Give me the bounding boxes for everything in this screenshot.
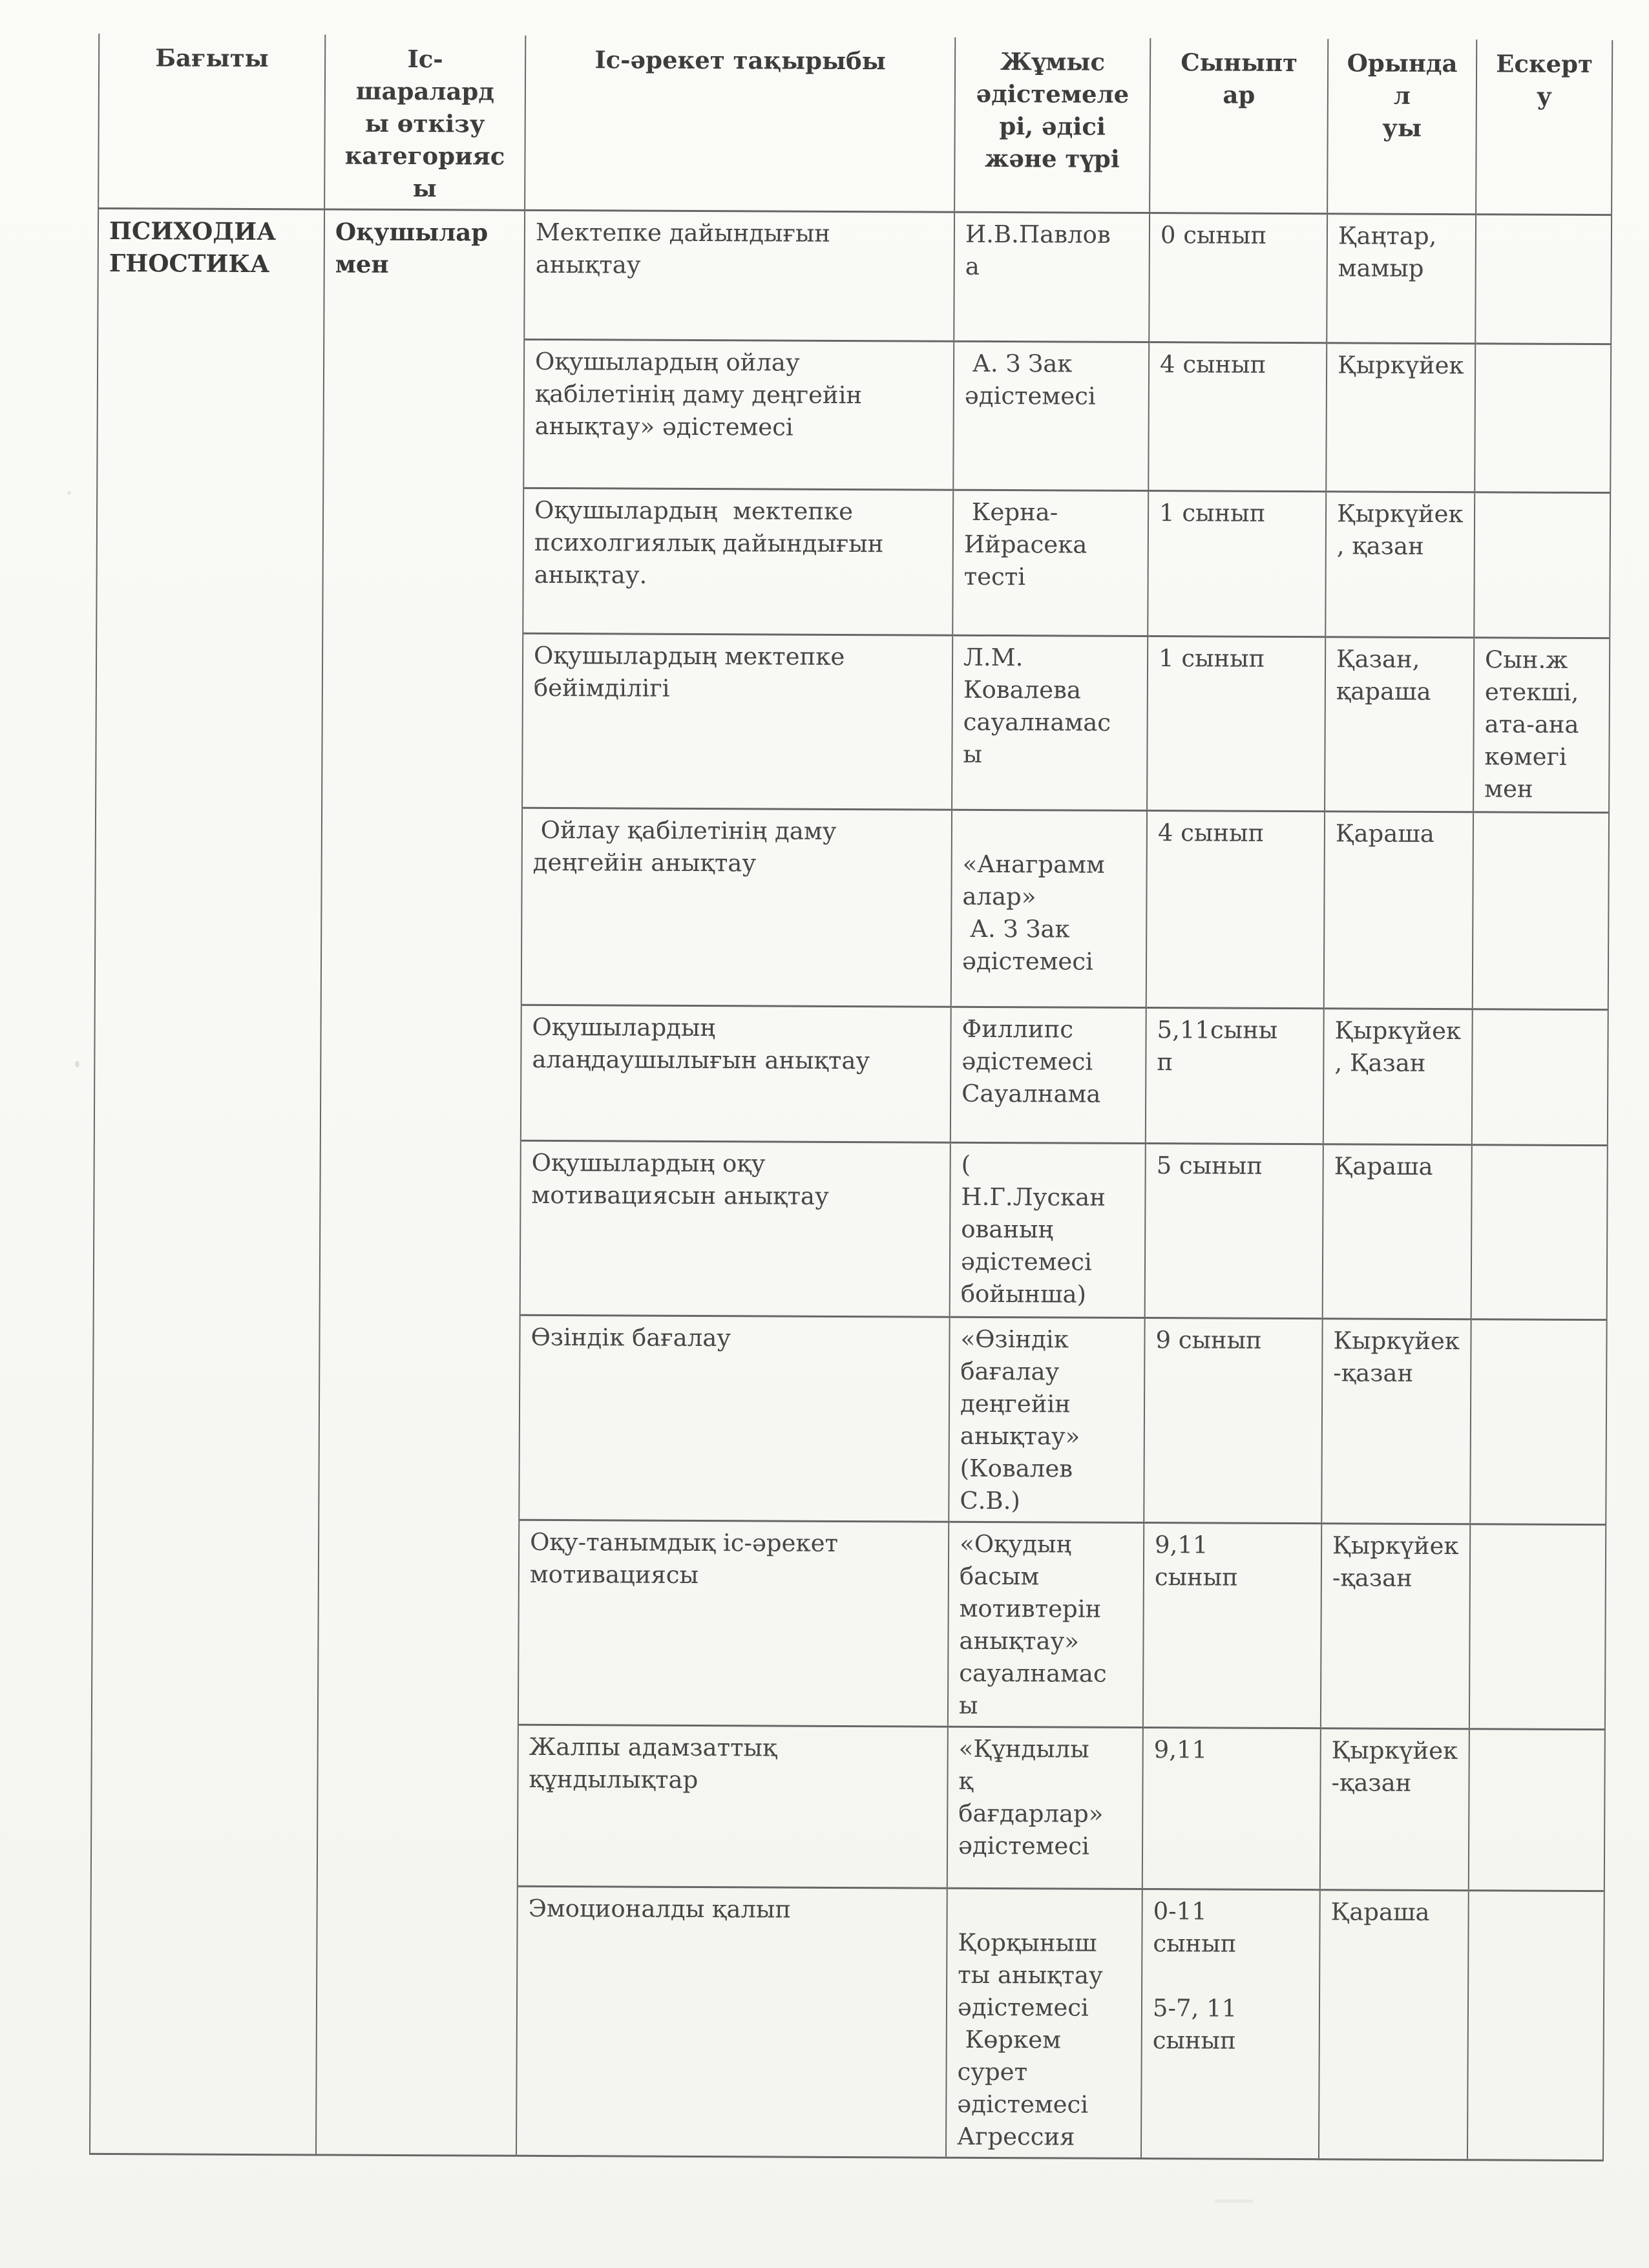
cell-direction: ПСИХОДИА ГНОСТИКА [90, 208, 324, 2154]
cell-execution: Қыркүйек , Қазан [1323, 1008, 1473, 1144]
cell-classes: 1 сынып [1147, 636, 1325, 811]
cell-execution: Қыркүйек -қазан [1320, 1728, 1469, 1890]
cell-note [1474, 492, 1610, 638]
cell-note [1472, 1009, 1608, 1145]
cell-topic: Мектепке дайындығын анықтау [524, 210, 954, 341]
cell-topic: Ойлау қабілетінің даму деңгейін анықтау [521, 808, 952, 1007]
cell-method: Л.М. Ковалева сауалнамас ы [952, 635, 1148, 810]
cell-note [1469, 1524, 1606, 1729]
cell-method: «Өзіндік бағалау деңгейін анықтау» (Ковалев С.В.) [949, 1317, 1144, 1522]
cell-classes: 5 сынып [1145, 1143, 1323, 1318]
col-header-category: Іс- шаралард ы өткізу категорияс ы [324, 34, 525, 209]
cell-method: А. З Зак әдістемесі [953, 341, 1149, 490]
col-header-note: Ескерт у [1476, 39, 1612, 215]
cell-execution: Қыркүйек -қазан [1321, 1523, 1470, 1728]
cell-category: Оқушылар мен [316, 209, 525, 2155]
scan-speck [75, 1061, 79, 1067]
col-header-execution: Орындал уы [1327, 39, 1476, 214]
cell-method: «Оқудың басым мотивтерін анықтау» сауалнамас ы [948, 1522, 1144, 1727]
cell-topic: Жалпы адамзаттық құндылықтар [518, 1725, 948, 1888]
cell-classes: 9,11 сынып [1143, 1522, 1321, 1728]
cell-execution: Қараша [1319, 1889, 1469, 2159]
cell-note [1475, 214, 1612, 344]
psychodiagnostics-plan-table [89, 34, 1613, 2161]
cell-topic: Эмоционалды қалып [516, 1886, 947, 2158]
cell-classes: 9,11 [1142, 1727, 1321, 1889]
cell-note [1471, 1144, 1608, 1319]
cell-method: Қорқыныш ты анықтау әдістемесі Көркем сурет әдістемесі Агрессия [946, 1888, 1142, 2158]
plan-table-wrapper [89, 34, 1613, 2161]
col-header-direction: Бағыты [98, 34, 325, 209]
cell-method: «Анаграмм алар» А. З Зак әдістемесі [951, 810, 1147, 1007]
cell-topic: Оқу-танымдық іс-әрекет мотивациясы [518, 1520, 949, 1727]
cell-execution: Кыркүйек -қазан [1321, 1318, 1471, 1524]
cell-note [1473, 812, 1609, 1009]
cell-method: И.В.Павлов а [954, 212, 1150, 342]
col-header-classes: Сыныпт ар [1150, 38, 1328, 213]
cell-execution: Қазан, қараша [1325, 636, 1474, 812]
scan-speck [67, 491, 71, 495]
cell-topic: Өзіндік бағалау [519, 1315, 949, 1522]
cell-classes: 0-11 сынып 5-7, 11 сынып [1141, 1889, 1320, 2159]
cell-note [1470, 1319, 1606, 1524]
col-header-method: Жұмыс әдістемеле рі, әдісі және түрі [954, 37, 1150, 213]
header-row [98, 34, 1612, 215]
cell-note [1475, 343, 1611, 492]
cell-topic: Оқушылардың оқу мотивациясын анықтау [520, 1140, 951, 1317]
cell-topic: Оқушылардың алаңдаушылығын анықтау [521, 1005, 951, 1142]
cell-classes: 5,11сыны п [1146, 1007, 1324, 1144]
cell-note [1467, 1890, 1604, 2160]
cell-execution: Қаңтар, мамыр [1327, 213, 1476, 343]
cell-classes: 9 сынып [1144, 1318, 1322, 1523]
cell-execution: Қараша [1324, 811, 1473, 1009]
cell-note [1469, 1728, 1605, 1891]
cell-topic: Оқушылардың мектепке психолгиялық дайындығын анықтау. [523, 488, 953, 635]
cell-method: «Құндылы қ бағдарлар» әдістемесі [947, 1727, 1143, 1889]
cell-method: ( Н.Г.Лускан ованың әдістемесі бойынша) [950, 1142, 1146, 1318]
cell-method: Керна- Ийрасека тесті [952, 490, 1148, 636]
scan-speck [1215, 2200, 1254, 2203]
cell-execution: Қыркүйек [1326, 342, 1475, 492]
cell-classes: 0 сынып [1149, 213, 1327, 342]
cell-topic: Оқушылардың ойлау қабілетінің даму деңгейін анықтау» әдістемесі [523, 339, 954, 490]
cell-note: Сын.ж етекші, ата-ана көмегі мен [1473, 637, 1610, 812]
col-header-topic: Іс-әрекет тақырыбы [525, 36, 955, 212]
cell-execution: Қараша [1323, 1144, 1472, 1319]
cell-classes: 1 сынып [1148, 490, 1326, 636]
cell-method: Филлипс әдістемесі Сауалнама [951, 1007, 1146, 1143]
cell-topic: Оқушылардың мектепке бейімділігі [522, 633, 952, 810]
table-row [98, 208, 1612, 344]
cell-classes: 4 сынып [1146, 810, 1325, 1008]
cell-classes: 4 сынып [1148, 342, 1327, 491]
cell-execution: Қыркүйек , қазан [1325, 491, 1475, 637]
